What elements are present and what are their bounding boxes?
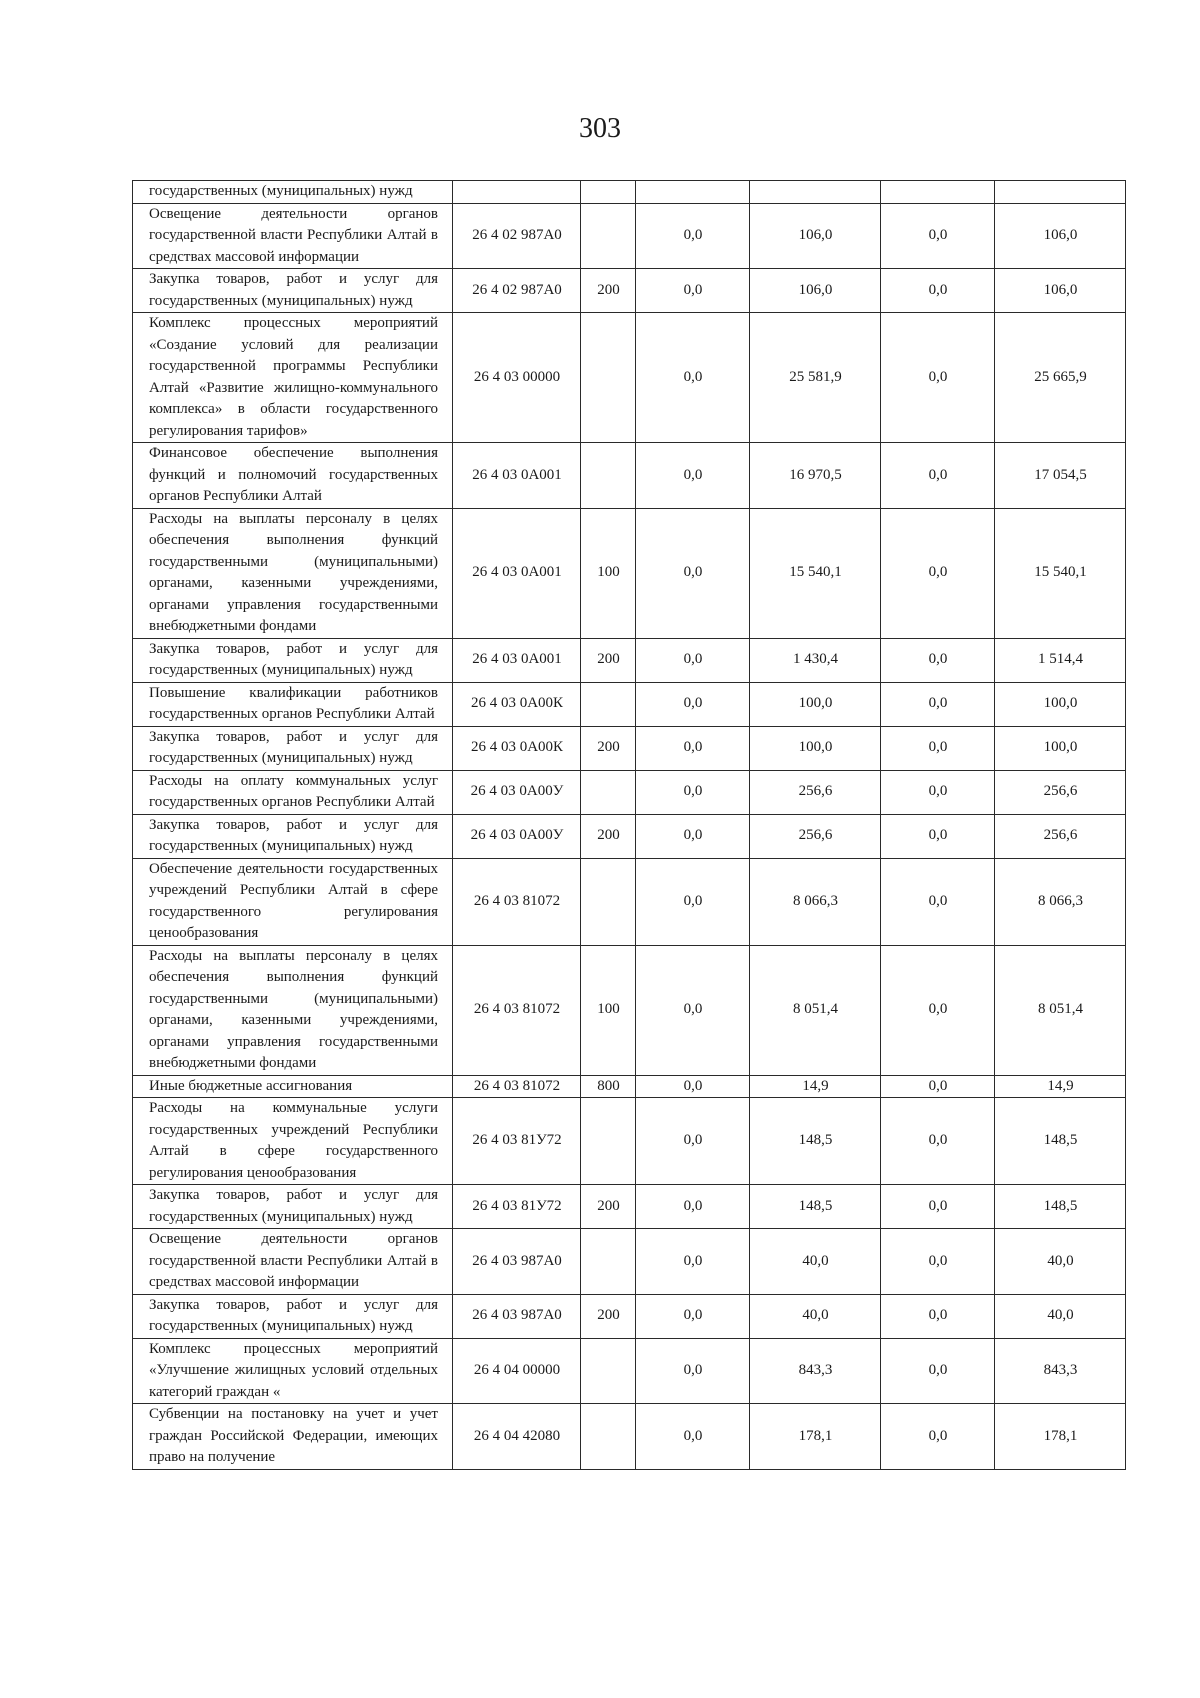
item-description: Закупка товаров, работ и услуг для государственных (муниципальных) нужд: [133, 1185, 453, 1229]
expense-type-code: 200: [581, 269, 636, 313]
amount-column-1: 0,0: [636, 1229, 750, 1295]
target-article-code: 26 4 03 0А001: [453, 638, 581, 682]
table-row: [133, 1229, 1126, 1295]
target-article-code: 26 4 03 81У72: [453, 1098, 581, 1185]
table-row: [133, 443, 1126, 509]
amount-column-1: 0,0: [636, 858, 750, 945]
table-row: [133, 770, 1126, 814]
expense-type-code: 800: [581, 1075, 636, 1098]
amount-total: 148,5: [995, 1185, 1126, 1229]
table-row: [133, 1404, 1126, 1470]
amount-column-1: 0,0: [636, 1404, 750, 1470]
target-article-code: 26 4 03 0А001: [453, 508, 581, 638]
amount-column-3: 0,0: [881, 269, 995, 313]
table-row: [133, 1338, 1126, 1404]
expense-type-code: 200: [581, 814, 636, 858]
expense-type-code: [581, 858, 636, 945]
amount-column-2: 178,1: [750, 1404, 881, 1470]
table-row: [133, 638, 1126, 682]
amount-column-3: 0,0: [881, 1075, 995, 1098]
table-row: [133, 181, 1126, 204]
amount-total: 8 051,4: [995, 945, 1126, 1075]
budget-table: [132, 180, 1126, 1470]
target-article-code: 26 4 03 0А00К: [453, 682, 581, 726]
amount-column-1: 0,0: [636, 508, 750, 638]
item-description: Закупка товаров, работ и услуг для государственных (муниципальных) нужд: [133, 638, 453, 682]
table-row: [133, 1098, 1126, 1185]
amount-column-3: 0,0: [881, 726, 995, 770]
expense-type-code: [581, 1098, 636, 1185]
amount-column-3: 0,0: [881, 443, 995, 509]
amount-column-1: 0,0: [636, 1185, 750, 1229]
item-description: Расходы на коммунальные услуги государственных учреждений Республики Алтай в сфере государственного регулирования ценообразования: [133, 1098, 453, 1185]
expense-type-code: [581, 203, 636, 269]
amount-total: 40,0: [995, 1294, 1126, 1338]
amount-column-3: [881, 181, 995, 204]
expense-type-code: [581, 682, 636, 726]
amount-total: 843,3: [995, 1338, 1126, 1404]
amount-total: 256,6: [995, 814, 1126, 858]
amount-column-3: 0,0: [881, 858, 995, 945]
item-description: Иные бюджетные ассигнования: [133, 1075, 453, 1098]
amount-column-1: 0,0: [636, 726, 750, 770]
amount-column-1: 0,0: [636, 638, 750, 682]
item-description: Субвенции на постановку на учет и учет граждан Российской Федерации, имеющих право на получение: [133, 1404, 453, 1470]
amount-column-3: 0,0: [881, 1338, 995, 1404]
amount-column-1: 0,0: [636, 313, 750, 443]
amount-column-3: 0,0: [881, 1404, 995, 1470]
amount-column-1: [636, 181, 750, 204]
expense-type-code: 100: [581, 945, 636, 1075]
amount-column-3: 0,0: [881, 814, 995, 858]
table-row: [133, 203, 1126, 269]
item-description: Закупка товаров, работ и услуг для государственных (муниципальных) нужд: [133, 269, 453, 313]
amount-total: 15 540,1: [995, 508, 1126, 638]
target-article-code: 26 4 03 987А0: [453, 1229, 581, 1295]
amount-column-1: 0,0: [636, 945, 750, 1075]
amount-total: 106,0: [995, 203, 1126, 269]
table-row: [133, 726, 1126, 770]
item-description: Закупка товаров, работ и услуг для государственных (муниципальных) нужд: [133, 1294, 453, 1338]
amount-column-1: 0,0: [636, 682, 750, 726]
table-row: [133, 814, 1126, 858]
table-row: [133, 1075, 1126, 1098]
amount-column-2: 14,9: [750, 1075, 881, 1098]
expense-type-code: [581, 1338, 636, 1404]
target-article-code: 26 4 02 987А0: [453, 203, 581, 269]
amount-column-2: [750, 181, 881, 204]
target-article-code: 26 4 03 81072: [453, 858, 581, 945]
expense-type-code: 200: [581, 1294, 636, 1338]
amount-total: 100,0: [995, 682, 1126, 726]
amount-column-2: 8 066,3: [750, 858, 881, 945]
target-article-code: 26 4 03 0А00К: [453, 726, 581, 770]
table-row: [133, 313, 1126, 443]
expense-type-code: 200: [581, 638, 636, 682]
amount-column-3: 0,0: [881, 1229, 995, 1295]
amount-column-2: 106,0: [750, 269, 881, 313]
target-article-code: 26 4 04 42080: [453, 1404, 581, 1470]
amount-column-2: 25 581,9: [750, 313, 881, 443]
target-article-code: 26 4 03 987А0: [453, 1294, 581, 1338]
amount-column-2: 40,0: [750, 1229, 881, 1295]
item-description: Освещение деятельности органов государственной власти Республики Алтай в средствах массовой информации: [133, 1229, 453, 1295]
target-article-code: 26 4 03 81072: [453, 945, 581, 1075]
table-row: [133, 269, 1126, 313]
item-description: Закупка товаров, работ и услуг для государственных (муниципальных) нужд: [133, 814, 453, 858]
amount-total: 178,1: [995, 1404, 1126, 1470]
amount-column-2: 1 430,4: [750, 638, 881, 682]
expense-type-code: [581, 770, 636, 814]
expense-type-code: 200: [581, 726, 636, 770]
amount-total: 106,0: [995, 269, 1126, 313]
item-description: Комплекс процессных мероприятий «Создание условий для реализации государственной программы Республики Алтай «Развитие жилищно-коммунального комплекса» в области государственного регулирования тарифов»: [133, 313, 453, 443]
item-description: государственных (муниципальных) нужд: [133, 181, 453, 204]
amount-total: 40,0: [995, 1229, 1126, 1295]
amount-column-3: 0,0: [881, 508, 995, 638]
amount-column-1: 0,0: [636, 1294, 750, 1338]
amount-total: 256,6: [995, 770, 1126, 814]
item-description: Комплекс процессных мероприятий «Улучшение жилищных условий отдельных категорий граждан «: [133, 1338, 453, 1404]
table-row: [133, 508, 1126, 638]
amount-column-1: 0,0: [636, 1338, 750, 1404]
amount-column-2: 843,3: [750, 1338, 881, 1404]
amount-column-3: 0,0: [881, 203, 995, 269]
budget-table-body: [133, 181, 1126, 1470]
page-number: 303: [579, 113, 621, 144]
table-row: [133, 945, 1126, 1075]
amount-column-3: 0,0: [881, 1294, 995, 1338]
target-article-code: 26 4 03 0А00У: [453, 814, 581, 858]
amount-column-1: 0,0: [636, 1075, 750, 1098]
expense-type-code: [581, 181, 636, 204]
amount-total: 25 665,9: [995, 313, 1126, 443]
expense-type-code: [581, 1404, 636, 1470]
expense-type-code: [581, 443, 636, 509]
expense-type-code: [581, 1229, 636, 1295]
item-description: Расходы на оплату коммунальных услуг государственных органов Республики Алтай: [133, 770, 453, 814]
amount-column-2: 40,0: [750, 1294, 881, 1338]
amount-total: [995, 181, 1126, 204]
amount-column-1: 0,0: [636, 814, 750, 858]
item-description: Закупка товаров, работ и услуг для государственных (муниципальных) нужд: [133, 726, 453, 770]
expense-type-code: 100: [581, 508, 636, 638]
amount-column-1: 0,0: [636, 443, 750, 509]
item-description: Финансовое обеспечение выполнения функций и полномочий государственных органов Республики Алтай: [133, 443, 453, 509]
amount-column-2: 16 970,5: [750, 443, 881, 509]
table-row: [133, 858, 1126, 945]
target-article-code: 26 4 03 81072: [453, 1075, 581, 1098]
target-article-code: 26 4 03 0А001: [453, 443, 581, 509]
amount-total: 17 054,5: [995, 443, 1126, 509]
amount-total: 148,5: [995, 1098, 1126, 1185]
amount-column-1: 0,0: [636, 269, 750, 313]
item-description: Обеспечение деятельности государственных учреждений Республики Алтай в сфере государственного регулирования ценообразования: [133, 858, 453, 945]
expense-type-code: 200: [581, 1185, 636, 1229]
item-description: Повышение квалификации работников государственных органов Республики Алтай: [133, 682, 453, 726]
target-article-code: 26 4 03 0А00У: [453, 770, 581, 814]
amount-column-3: 0,0: [881, 638, 995, 682]
target-article-code: 26 4 04 00000: [453, 1338, 581, 1404]
amount-column-2: 256,6: [750, 770, 881, 814]
amount-column-1: 0,0: [636, 770, 750, 814]
amount-total: 1 514,4: [995, 638, 1126, 682]
amount-column-3: 0,0: [881, 770, 995, 814]
target-article-code: 26 4 03 00000: [453, 313, 581, 443]
amount-column-2: 100,0: [750, 726, 881, 770]
expense-type-code: [581, 313, 636, 443]
amount-column-1: 0,0: [636, 203, 750, 269]
item-description: Расходы на выплаты персоналу в целях обеспечения выполнения функций государственными (муниципальными) органами, казенными учреждениями, органами управления государственными внебюджетными фондами: [133, 945, 453, 1075]
amount-column-3: 0,0: [881, 1185, 995, 1229]
table-row: [133, 682, 1126, 726]
amount-column-2: 15 540,1: [750, 508, 881, 638]
amount-total: 8 066,3: [995, 858, 1126, 945]
amount-column-2: 148,5: [750, 1185, 881, 1229]
amount-column-2: 106,0: [750, 203, 881, 269]
amount-column-3: 0,0: [881, 313, 995, 443]
amount-column-3: 0,0: [881, 1098, 995, 1185]
amount-column-2: 100,0: [750, 682, 881, 726]
amount-column-2: 256,6: [750, 814, 881, 858]
amount-total: 14,9: [995, 1075, 1126, 1098]
target-article-code: 26 4 03 81У72: [453, 1185, 581, 1229]
table-row: [133, 1185, 1126, 1229]
amount-column-2: 148,5: [750, 1098, 881, 1185]
item-description: Освещение деятельности органов государственной власти Республики Алтай в средствах массовой информации: [133, 203, 453, 269]
target-article-code: 26 4 02 987А0: [453, 269, 581, 313]
amount-column-2: 8 051,4: [750, 945, 881, 1075]
table-row: [133, 1294, 1126, 1338]
amount-total: 100,0: [995, 726, 1126, 770]
amount-column-1: 0,0: [636, 1098, 750, 1185]
amount-column-3: 0,0: [881, 945, 995, 1075]
amount-column-3: 0,0: [881, 682, 995, 726]
item-description: Расходы на выплаты персоналу в целях обеспечения выполнения функций государственными (муниципальными) органами, казенными учреждениями, органами управления государственными внебюджетными фондами: [133, 508, 453, 638]
target-article-code: [453, 181, 581, 204]
